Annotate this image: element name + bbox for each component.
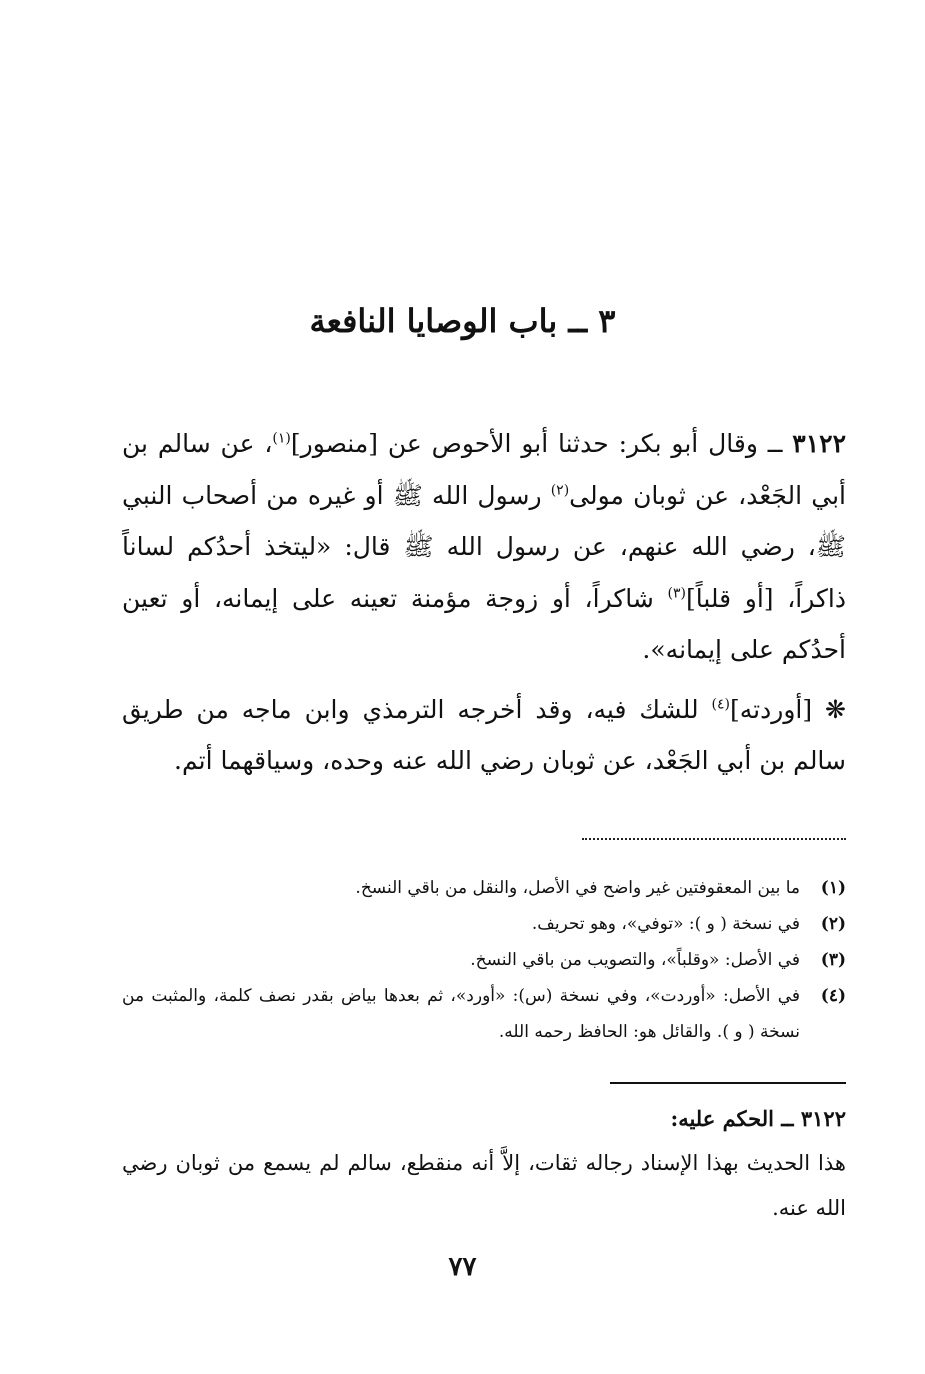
hadith-text-part-3: رسول الله ﷺ أو غيره من أصحاب النبي ﷺ، رضي الله عنهم، عن رسول الله ﷺ قال: «ليتخذ أحدُكم لساناً ذاكراً، [أو قلباً] xyxy=(122,480,846,613)
footnotes xyxy=(122,870,846,1050)
solid-separator xyxy=(610,1082,846,1084)
footnote-text: في الأصل: «أوردت»، وفي نسخة (س): «أورد»، ثم بعدها بياض بقدر نصف كلمة، والمثبت من نسخة ( و ). والقائل هو: الحافظ رحمه الله. xyxy=(122,986,800,1042)
footnote-number: (١) xyxy=(820,878,846,898)
hadith-paragraph xyxy=(122,418,846,676)
ruling-section xyxy=(122,1096,846,1231)
footnote-item xyxy=(122,870,846,906)
footnote-item xyxy=(122,978,846,1050)
author-note-part-2: للشك فيه، وقد أخرجه الترمذي وابن ماجه من طريق سالم بن أبي الجَعْد، عن ثوبان رضي الله عنه وحده، وسياقهما أتم. xyxy=(122,694,846,775)
footnote-text: في نسخة ( و ): «توفي»، وهو تحريف. xyxy=(531,914,800,934)
dotted-separator xyxy=(582,838,846,840)
hadith-text-part-2: ، عن سالم بن أبي الجَعْد، عن ثوبان مولى xyxy=(122,429,846,510)
footnote-ref-4: (٤) xyxy=(711,696,731,713)
chapter-title: ٣ ــ باب الوصايا النافعة xyxy=(309,302,616,340)
ruling-heading: ٣١٢٢ ــ الحكم عليه: xyxy=(670,1106,846,1131)
hadith-text-part-4: شاكراً، أو زوجة مؤمنة تعينه على إيمانه، أو تعين أحدُكم على إيمانه». xyxy=(122,583,846,664)
hadith-number: ٣١٢٢ xyxy=(792,429,846,458)
footnote-ref-3: (٣) xyxy=(667,585,686,602)
footnote-item xyxy=(122,942,846,978)
author-note-paragraph xyxy=(122,684,846,787)
footnote-ref-2: (٢) xyxy=(550,482,570,499)
hadith-text-part-1: ــ وقال أبو بكر: حدثنا أبو الأحوص عن [منصور] xyxy=(290,429,793,458)
footnote-number: (٣) xyxy=(820,950,846,970)
footnote-ref-1: (١) xyxy=(272,430,291,447)
main-text xyxy=(122,418,846,787)
footnote-number: (٢) xyxy=(820,914,846,934)
footnote-text: ما بين المعقوفتين غير واضح في الأصل، والنقل من باقي النسخ. xyxy=(355,878,800,898)
footnote-item xyxy=(122,906,846,942)
author-note-part-1: ❋ [أوردته] xyxy=(730,694,846,724)
footnote-text: في الأصل: «وقلباً»، والتصويب من باقي النسخ. xyxy=(470,950,800,970)
page-number: ٧٧ xyxy=(448,1252,477,1282)
footnote-number: (٤) xyxy=(820,986,846,1006)
ruling-text: هذا الحديث بهذا الإسناد رجاله ثقات، إلاَّ أنه منقطع، سالم لم يسمع من ثوبان رضي الله عنه. xyxy=(122,1151,846,1220)
